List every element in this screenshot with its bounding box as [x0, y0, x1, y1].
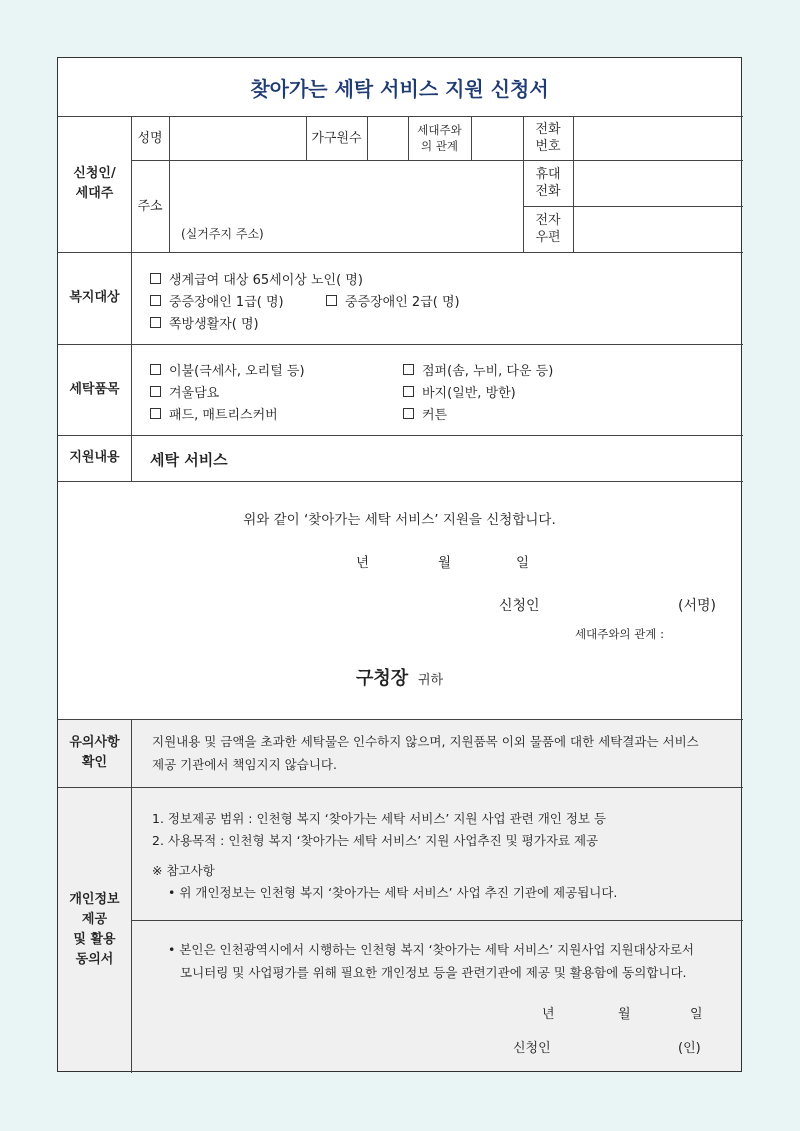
laundry-item-jumper[interactable]: 점퍼(솜, 누비, 다운 등): [403, 360, 553, 379]
welfare-option-disabled-1[interactable]: 중증장애인 1급( 명): [150, 291, 284, 310]
checkbox-icon[interactable]: [403, 364, 414, 375]
consent-year-label: 년: [542, 1007, 555, 1022]
application-form: [57, 57, 742, 1072]
household-size-field[interactable]: [368, 117, 407, 159]
consent-day-label: 일: [690, 1007, 703, 1022]
laundry-items-label: 세탁품목: [69, 381, 120, 397]
declaration-month-label: 월: [438, 555, 452, 571]
privacy-item-2: 2. 사용목적 : 인천형 복지 ‘찾아가는 세탁 서비스’ 지원 사업추진 및 평가자료 제공: [152, 833, 599, 848]
support-content-value: 세탁 서비스: [150, 451, 228, 469]
checkbox-icon[interactable]: [150, 317, 161, 328]
notice-label: 유의사항 확인: [69, 735, 120, 770]
laundry-item-curtain[interactable]: 커튼: [403, 404, 447, 423]
declaration-day-label: 일: [516, 555, 530, 571]
email-field[interactable]: [574, 207, 742, 251]
name-label: 성명: [137, 130, 163, 146]
reference-item: • 위 개인정보는 인천형 복지 ‘찾아가는 세탁 서비스’ 사업 추진 기관에 제공됩니다.: [168, 885, 618, 900]
checkbox-icon[interactable]: [403, 408, 414, 419]
notice-text: 지원내용 및 금액을 초과한 세탁물은 인수하지 않으며, 지원품목 이외 물품에 대한 세탁결과는 서비스 제공 기관에서 책임지지 않습니다.: [152, 734, 699, 772]
checkbox-icon[interactable]: [150, 408, 161, 419]
laundry-item-pad[interactable]: 패드, 매트리스커버: [150, 404, 278, 423]
phone-field[interactable]: [574, 117, 742, 159]
privacy-item-1: 1. 정보제공 범위 : 인천형 복지 ‘찾아가는 세탁 서비스’ 지원 사업 관련 개인 정보 등: [152, 811, 607, 826]
declaration-applicant-label: 신청인: [499, 598, 540, 614]
email-label: 전자 우편: [535, 213, 561, 245]
declaration-statement: 위와 같이 ‘찾아가는 세탁 서비스’ 지원을 신청합니다.: [243, 512, 556, 528]
name-field[interactable]: [170, 117, 305, 159]
address-hint: (실거주지 주소): [181, 227, 264, 241]
consent-applicant-label: 신청인: [513, 1041, 551, 1056]
applicant-section-label: 신청인/ 세대주: [73, 166, 116, 201]
declaration-year-label: 년: [356, 555, 370, 571]
seal-label: (인): [678, 1041, 701, 1056]
welfare-option-elderly[interactable]: 생계급여 대상 65세이상 노인( 명): [150, 269, 363, 288]
welfare-option-disabled-2[interactable]: 중증장애인 2급( 명): [326, 291, 460, 310]
phone-label: 전화 번호: [535, 122, 561, 154]
relation-to-head-label: 세대주와 의 관계: [417, 123, 462, 153]
welfare-target-label: 복지대상: [69, 290, 120, 305]
laundry-item-blanket[interactable]: 이불(극세사, 오리털 등): [150, 360, 305, 379]
laundry-item-pants[interactable]: 바지(일반, 방한): [403, 382, 516, 401]
relation-label: 세대주와의 관계 :: [575, 627, 664, 641]
privacy-consent-label: 개인정보 제공 및 활용 동의서: [69, 892, 120, 967]
form-title: 찾아가는 세탁 서비스 지원 신청서: [250, 76, 549, 101]
checkbox-icon[interactable]: [150, 364, 161, 375]
relation-to-head-field[interactable]: [472, 117, 522, 159]
checkbox-icon[interactable]: [150, 273, 161, 284]
checkbox-icon[interactable]: [326, 295, 337, 306]
checkbox-icon[interactable]: [150, 386, 161, 397]
recipient-honorific: 귀하: [418, 673, 444, 688]
consent-line-1: • 본인은 인천광역시에서 시행하는 인천형 복지 ‘찾아가는 세탁 서비스’ 지원사업 지원대상자로서: [168, 942, 694, 957]
checkbox-icon[interactable]: [403, 386, 414, 397]
laundry-item-winter-blanket[interactable]: 겨울담요: [150, 382, 219, 401]
consent-month-label: 월: [618, 1007, 631, 1022]
address-label: 주소: [137, 198, 163, 214]
recipient-title: 구청장: [356, 668, 409, 689]
checkbox-icon[interactable]: [150, 295, 161, 306]
mobile-label: 휴대 전화: [535, 167, 561, 199]
welfare-option-jjokbang[interactable]: 쪽방생활자( 명): [150, 313, 259, 332]
household-size-label: 가구원수: [311, 130, 362, 146]
signature-label: (서명): [678, 598, 716, 614]
privacy-section-bg: [58, 787, 741, 1071]
consent-line-2: 모니터링 및 사업평가를 위해 필요한 개인정보 등을 관련기관에 제공 및 활용함에 동의합니다.: [180, 965, 687, 980]
support-content-label: 지원내용: [69, 450, 120, 465]
mobile-field[interactable]: [574, 161, 742, 205]
reference-title: ※ 참고사항: [152, 863, 215, 878]
